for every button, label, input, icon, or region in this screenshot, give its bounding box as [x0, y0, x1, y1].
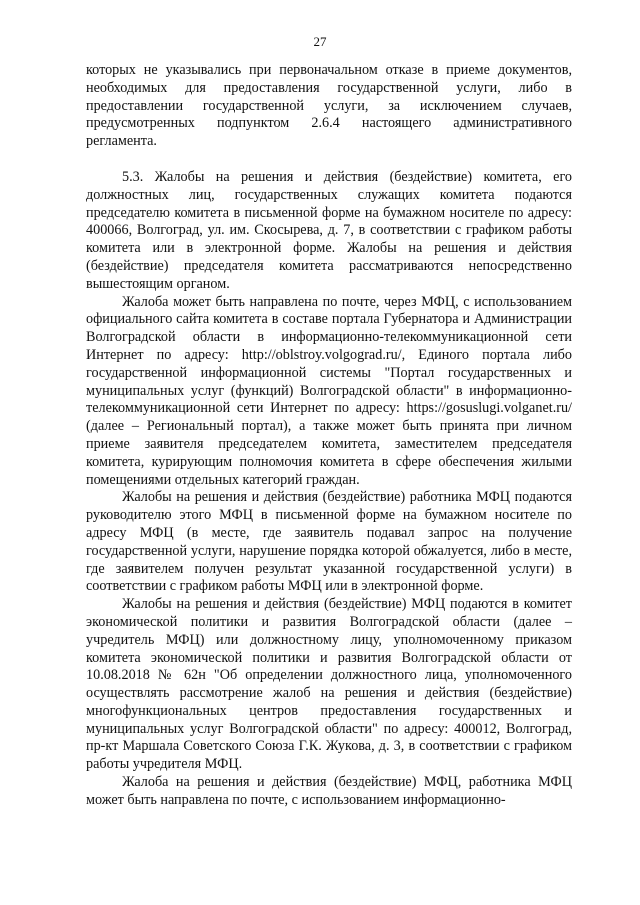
paragraph-5-3: 5.3. Жалобы на решения и действия (бездействие) комитета, его должностных лиц, государственных служащих комитета подаются председателю комитета в письменной форме на бумажном носителе по адресу: 400066, Волгоград, ул. им. Скосырева, д. 7, в соответствии с графиком работы комитета или в электронной форме. Жалобы на решения и действия (бездействие) председателя комитета рассматриваются непосредственно вышестоящим органом. [86, 168, 572, 292]
paragraph-continuation: которых не указывались при первоначальном отказе в приеме документов, необходимых для предоставления государственной услуги, либо в предоставлении государственной услуги, за исключением случаев, предусмотренных подпунктом 2.6.4 настоящего административного регламента. [86, 62, 572, 150]
paragraph-mfc-complaints: Жалобы на решения и действия (бездействие) МФЦ подаются в комитет экономической политики и развития Волгоградской области (далее – учредитель МФЦ) или должностному лицу, уполномоченному приказом комитета экономической политики и развития Волгоградской области от 10.08.2018 № 62н "Об определении должностного лица, уполномоченного осуществлять рассмотрение жалоб на решения и действия (бездействие) многофункциональных центров предоставления государственных и муниципальных услуг Волгоградской области" по адресу: 400012, Волгоград, пр-кт Маршала Советского Союза Г.К. Жукова, д. 3, в соответствии с графиком работы учредителя МФЦ. [86, 596, 572, 773]
paragraph-complaint-channels: Жалоба может быть направлена по почте, через МФЦ, с использованием официального сайта комитета в составе портала Губернатора и Администрации Волгоградской области в информационно-телекоммуникационной сети Интернет по адресу: http://oblstroy.volgograd.ru/, Единого портала либо государственной информационной системы "Портал государственных и муниципальных услуг (функций) Волгоградской области" в информационно-телекоммуникационной сети Интернет по адресу: https://gosuslugi.volganet.ru/ (далее – Региональный портал), а также может быть принята при личном приеме заявителя председателем комитета, заместителем председателя комитета, курирующим полномочия комитета в сфере обеспечения жилыми помещениями отдельных категорий граждан. [86, 293, 572, 488]
paragraph-mfc-complaint-channels: Жалоба на решения и действия (бездействие) МФЦ, работника МФЦ может быть направлена по почте, с использованием информационно- [86, 774, 572, 808]
page-number: 27 [313, 34, 327, 49]
document-body [86, 62, 572, 810]
paragraph-mfc-worker-complaints: Жалобы на решения и действия (бездействие) работника МФЦ подаются руководителю этого МФЦ в письменной форме на бумажном носителе по адресу МФЦ (в месте, где заявитель подавал запрос на получение государственной услуги, нарушение порядка которой обжалуется, либо в месте, где заявителем получен результат указанной государственной услуги) в соответствии с графиком работы МФЦ или в электронной форме. [86, 489, 572, 595]
